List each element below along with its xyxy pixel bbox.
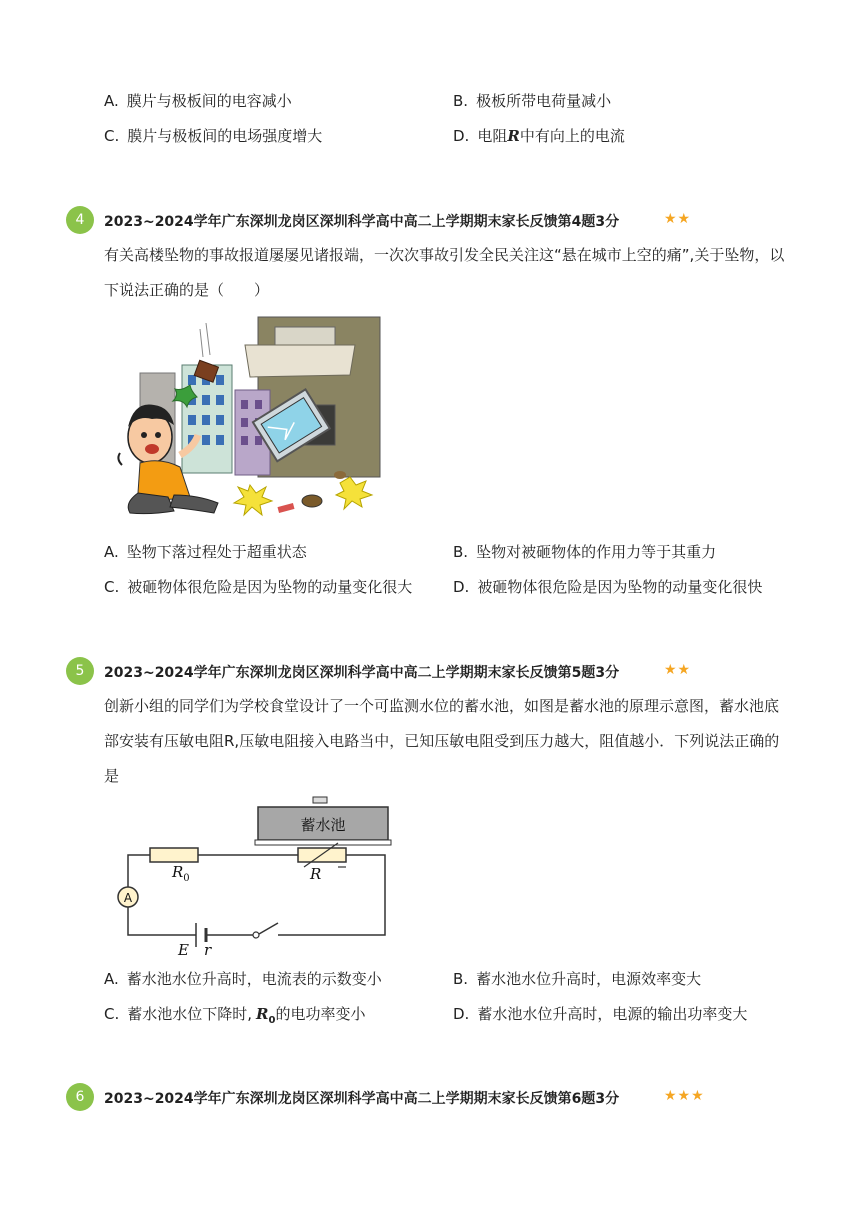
option-c[interactable]: C. 蓄水池水位下降时, $R_0$的电功率变小 bbox=[104, 1005, 366, 1026]
option-b[interactable]: B. 极板所带电荷量减小 bbox=[453, 92, 612, 110]
option-b[interactable]: B. 坠物对被砸物体的作用力等于其重力 bbox=[453, 543, 717, 561]
r0-label: $R_0$ bbox=[172, 863, 190, 884]
question-source: 2023~2024学年广东深圳龙岗区深圳科学高中高二上学期期末家长反馈第6题3分 bbox=[104, 1091, 620, 1107]
option-d[interactable]: D. 蓄水池水位升高时，电源的输出功率变大 bbox=[453, 1005, 748, 1023]
difficulty-stars: ★★ bbox=[664, 211, 692, 227]
question-stem: 创新小组的同学们为学校食堂设计了一个可监测水位的蓄水池，如图是蓄水池的原理示意图，蓄水池底 部安装有压敏电阻R,压敏电阻接入电路当中，已知压敏电阻受到压力越大，阻值越小．下列说法正确的 是 bbox=[104, 697, 780, 785]
question-source: 2023~2024学年广东深圳龙岗区深圳科学高中高二上学期期末家长反馈第4题3分 bbox=[104, 214, 620, 230]
option-c[interactable]: C. 膜片与极板间的电场强度增大 bbox=[104, 127, 323, 145]
falling-object-illustration bbox=[110, 315, 385, 525]
internal-resistance-label: r bbox=[204, 941, 212, 959]
question-number-badge: 6 bbox=[66, 1083, 94, 1111]
option-d[interactable]: D. 电阻R中有向上的电流 bbox=[453, 127, 625, 145]
difficulty-stars: ★★★ bbox=[664, 1088, 705, 1104]
tank-label: 蓄水池 bbox=[300, 816, 346, 834]
option-a[interactable]: A. 膜片与极板间的电容减小 bbox=[104, 92, 292, 110]
switch-icon bbox=[253, 932, 259, 938]
option-d[interactable]: D. 被砸物体很危险是因为坠物的动量变化很快 bbox=[453, 578, 763, 596]
resistor-r0 bbox=[150, 848, 198, 862]
question-header bbox=[66, 1083, 806, 1113]
r-label: R bbox=[310, 865, 322, 883]
option-a[interactable]: A. 坠物下落过程处于超重状态 bbox=[104, 543, 307, 561]
question-number-badge: 5 bbox=[66, 657, 94, 685]
option-b[interactable]: B. 蓄水池水位升高时，电源效率变大 bbox=[453, 970, 702, 988]
option-c[interactable]: C. 被砸物体很危险是因为坠物的动量变化很大 bbox=[104, 578, 413, 596]
difficulty-stars: ★★ bbox=[664, 662, 692, 678]
question-stem: 有关高楼坠物的事故报道屡屡见诸报端，一次次事故引发全民关注这“悬在城市上空的痛”,关于坠物，以 下说法正确的是（ ） bbox=[104, 246, 785, 299]
ammeter-label: A bbox=[123, 891, 133, 905]
question-number-badge: 4 bbox=[66, 206, 94, 234]
emf-label: E bbox=[178, 941, 189, 959]
question-source: 2023~2024学年广东深圳龙岗区深圳科学高中高二上学期期末家长反馈第5题3分 bbox=[104, 665, 620, 681]
circuit-diagram bbox=[110, 795, 400, 960]
question-header bbox=[66, 206, 806, 236]
question-header bbox=[66, 657, 806, 687]
option-a[interactable]: A. 蓄水池水位升高时，电流表的示数变小 bbox=[104, 970, 382, 988]
